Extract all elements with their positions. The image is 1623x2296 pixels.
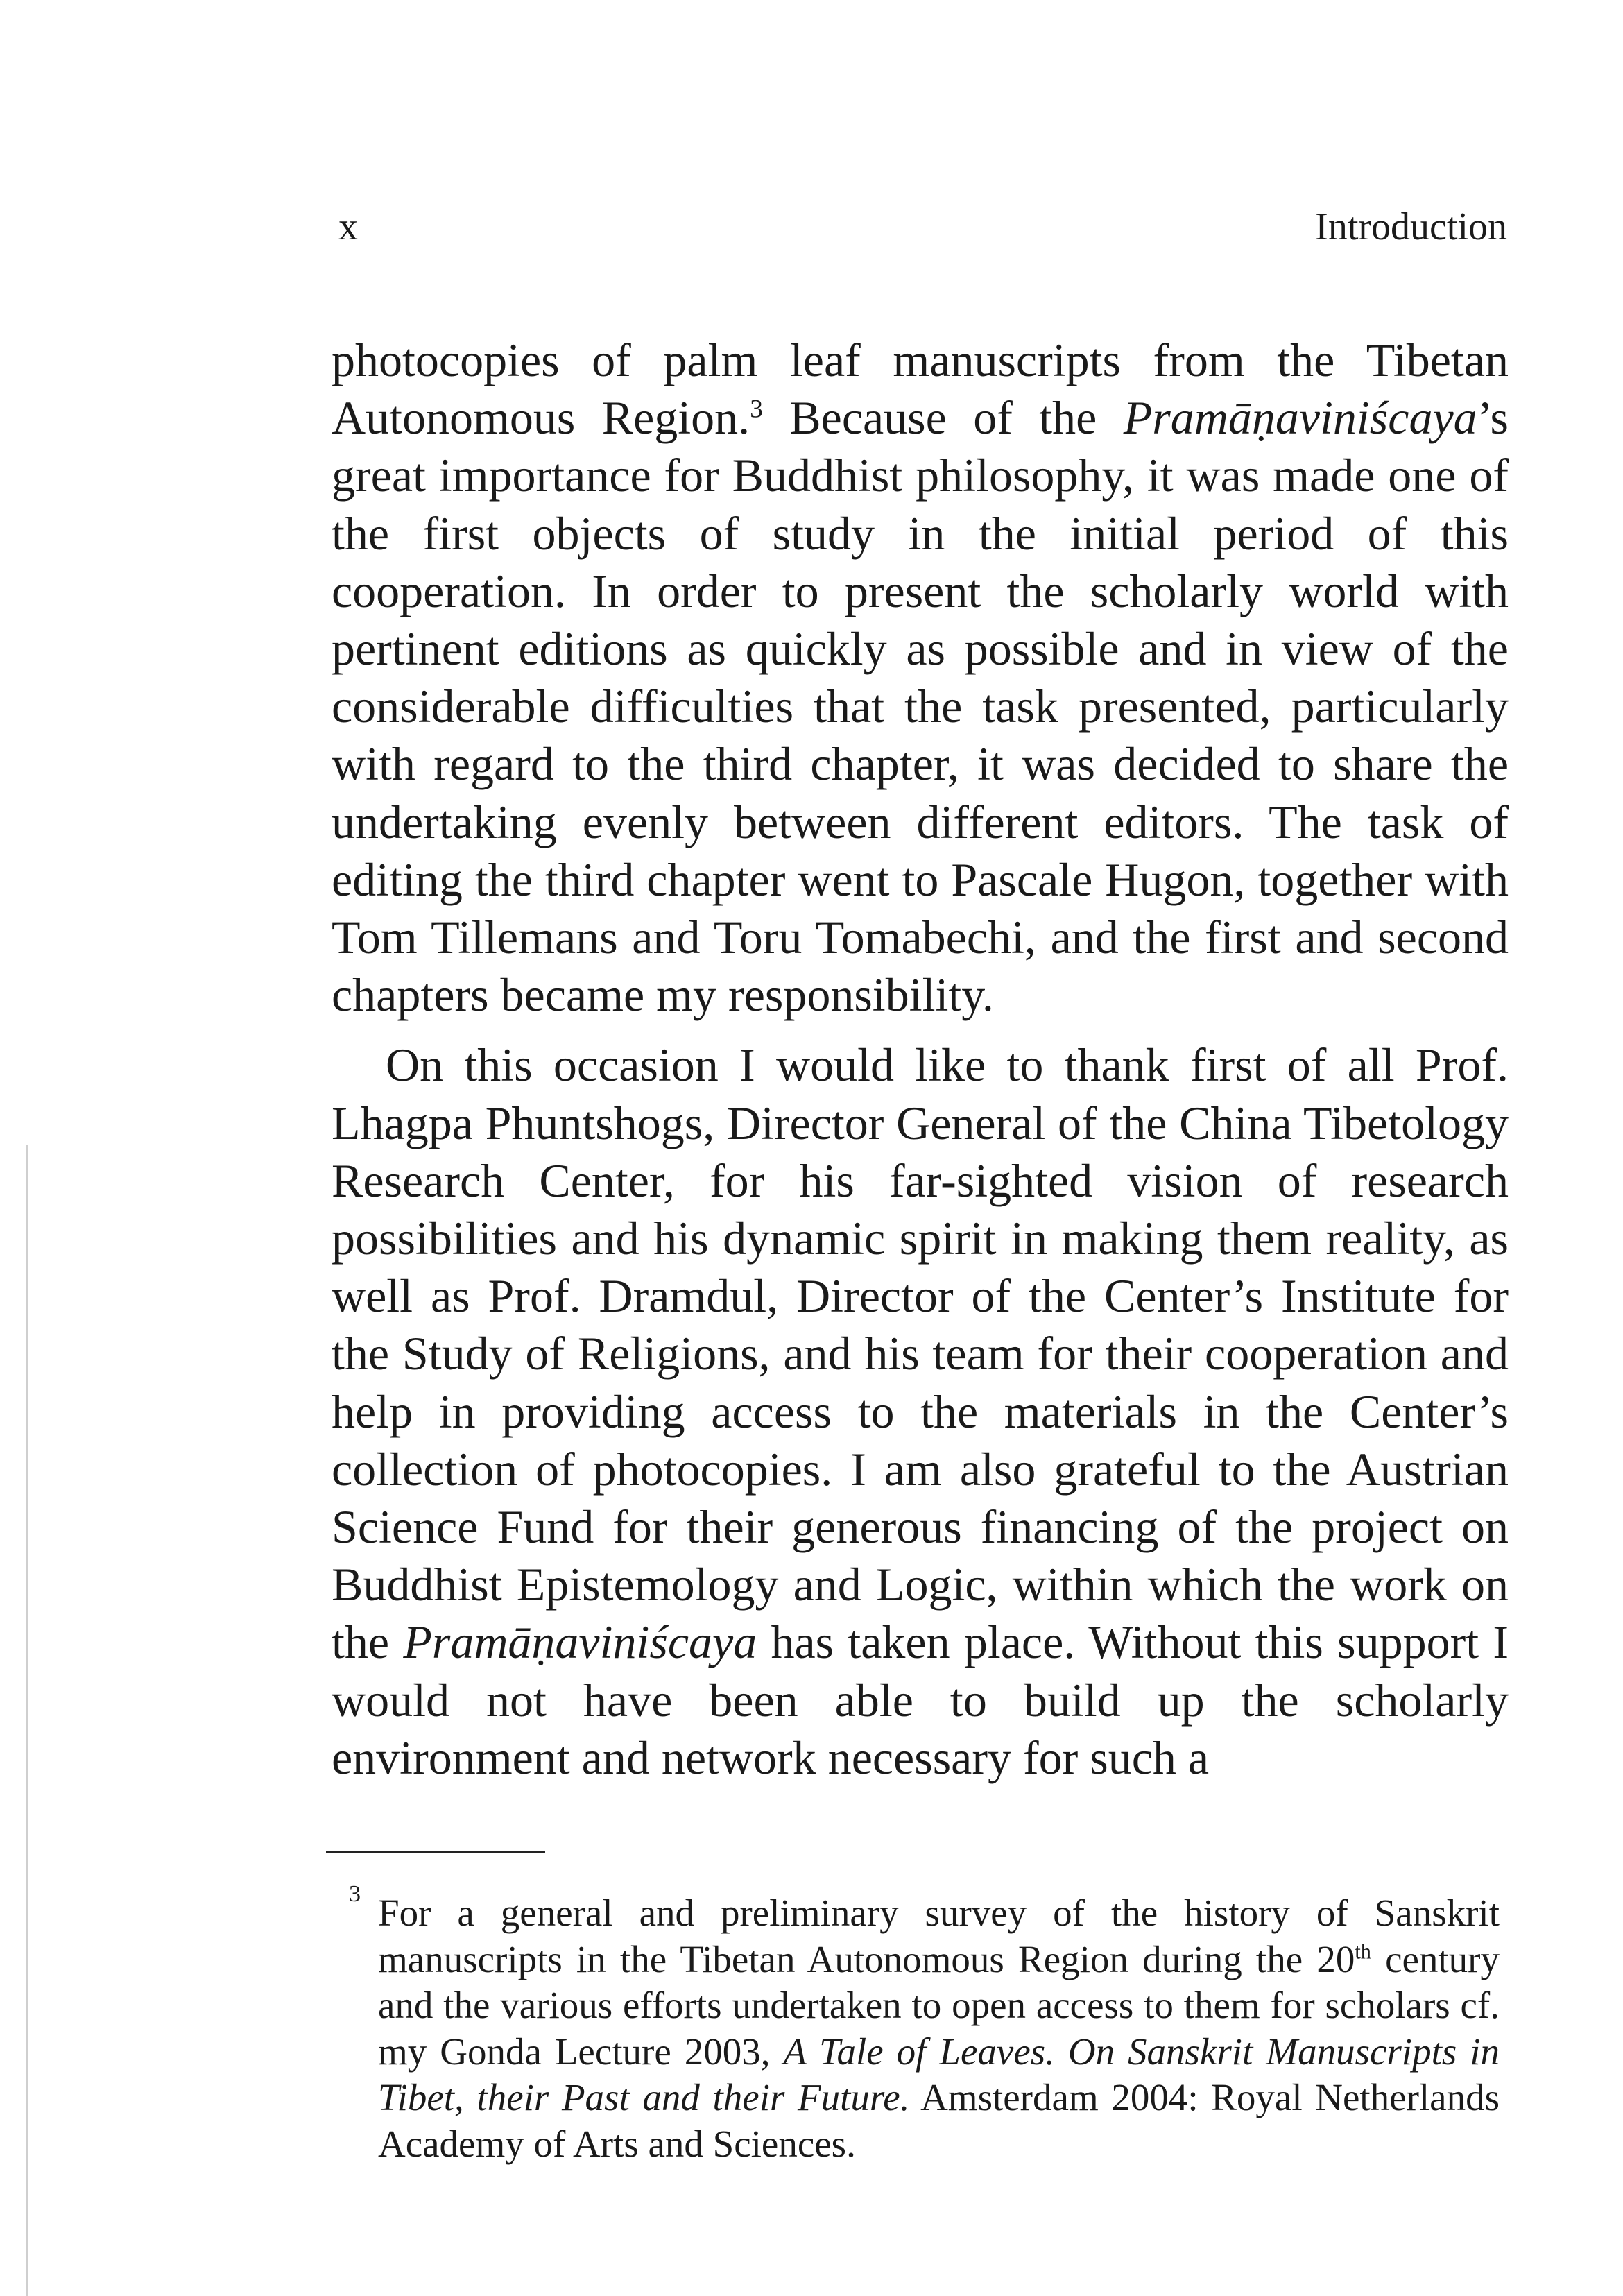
paragraph-1 bbox=[332, 332, 1509, 1024]
paragraph-2-text-a: On this occasion I would like to thank first of all Prof. Lhagpa Phuntshogs, Director General of the China Tibetology Research Center, for his far-sighted vision of research possibilities and his dynamic spirit in making them reality, as well as Prof. Dramdul, Director of the Center’s Institute for the Study of Religions, and his team for their cooperation and help in providing access to the materials in the Center’s collection of photocopies. I am also grateful to the Austrian Science Fund for their generous financing of the project on Buddhist Epistemology and Logic, within which the work on the bbox=[332, 1038, 1509, 1669]
footnote-text bbox=[378, 1890, 1500, 2167]
work-title-italic: Pramāṇaviniścaya bbox=[403, 1616, 757, 1669]
footnote-text-b: century and the various efforts undertaken to open access to them for scholars cf. my Gonda Lecture 2003, bbox=[378, 1937, 1500, 2073]
paragraph-1-text-a: photocopies of palm leaf manuscripts from the Tibetan Autonomous Region. bbox=[332, 334, 1509, 445]
footnote-number: 3 bbox=[349, 1881, 361, 1907]
main-text bbox=[332, 332, 1509, 1787]
ordinal-suffix: th bbox=[1355, 1939, 1371, 1964]
paragraph-2-text-b: has taken place. Without this support I would not have been able to build up the scholarly environment and network necessary for such a bbox=[332, 1616, 1509, 1784]
footnote-text-c: Amsterdam 2004: Royal Netherlands Academy of Arts and Sciences. bbox=[378, 2076, 1500, 2165]
running-head: Introduction bbox=[1315, 205, 1507, 248]
paragraph-2 bbox=[332, 1036, 1509, 1787]
scan-edge-line bbox=[26, 1145, 28, 2296]
footnote-text-a: For a general and preliminary survey of the history of Sanskrit manuscripts in the Tibetan Autonomous Region during the 20 bbox=[378, 1892, 1500, 1980]
footnote-reference-3: 3 bbox=[750, 395, 763, 424]
footnote-3 bbox=[349, 1881, 1500, 2167]
page-number: x bbox=[338, 205, 358, 248]
lecture-title-italic: A Tale of Leaves. On Sanskrit Manuscripts in Tibet, their Past and their Future. bbox=[378, 2030, 1500, 2118]
paragraph-1-text-c: ’s great importance for Buddhist philosophy, it was made one of the first objects of study in the initial period of this cooperation. In order to present the scholarly world with pertinent editions as quickly as possible and in view of the considerable difficulties that the task presented, particularly with regard to the third chapter, it was decided to share the undertaking evenly between different editors. The task of editing the third chapter went to Pascale Hugon, together with Tom Tillemans and Toru Tomabechi, and the first and second chapters became my responsibility. bbox=[332, 391, 1509, 1022]
paragraph-1-text-b: Because of the bbox=[762, 391, 1124, 445]
footnote-divider bbox=[326, 1851, 545, 1853]
work-title-italic: Pramāṇaviniścaya bbox=[1123, 391, 1477, 445]
